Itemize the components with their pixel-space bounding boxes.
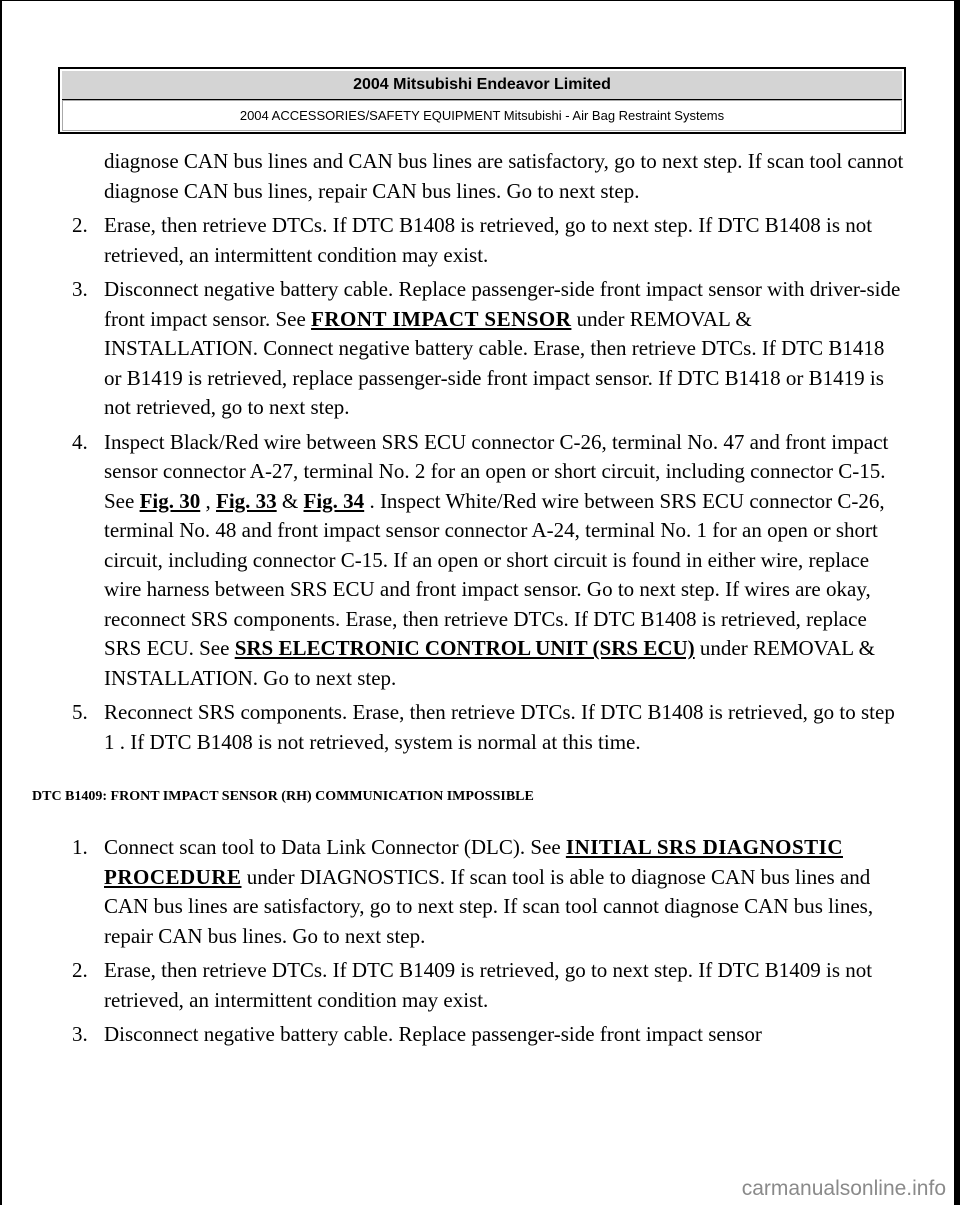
fig-30-link[interactable]: Fig. 30 xyxy=(139,488,201,513)
step-text: Connect scan tool to Data Link Connector (DLC). See xyxy=(104,835,566,859)
header-title: 2004 Mitsubishi Endeavor Limited xyxy=(62,71,902,100)
step-number: 3. xyxy=(72,1022,88,1046)
list-item xyxy=(66,428,906,694)
fig-34-link[interactable]: Fig. 34 xyxy=(303,488,365,513)
document-header xyxy=(58,67,906,134)
step-text: Erase, then retrieve DTCs. If DTC B1409 is retrieved, go to next step. If DTC B1409 is not retrieved, an intermittent condition may exist. xyxy=(104,958,873,1012)
step-text: Reconnect SRS components. Erase, then retrieve DTCs. If DTC B1408 is retrieved, go to step 1 . If DTC B1408 is not retrieved, system is normal at this time. xyxy=(104,700,895,754)
step-text: Disconnect negative battery cable. Replace passenger-side front impact sensor xyxy=(104,1022,762,1046)
procedure-list-b1408 xyxy=(66,211,906,757)
site-watermark: carmanualsonline.info xyxy=(741,1177,946,1200)
initial-srs-diagnostic-link[interactable]: INITIAL SRS DIAGNOSTIC PROCEDURE xyxy=(104,835,843,889)
step-text: . Inspect White/Red wire between SRS ECU connector C-26, terminal No. 48 and front impact sensor connector A-24, terminal No. 1 for an open or short circuit, including connector C-15. If an open or short circuit is found in either wire, replace wire harness between SRS ECU and front impact sensor. Go to next step. If wires are okay, reconnect SRS components. Erase, then retrieve DTCs. If DTC B1408 is retrieved, replace SRS ECU. See xyxy=(104,488,885,660)
page-frame-top xyxy=(0,0,960,1)
step-1-continuation: diagnose CAN bus lines and CAN bus lines are satisfactory, go to next step. If scan tool cannot diagnose CAN bus lines, repair CAN bus lines. Go to next step. xyxy=(104,149,904,203)
step-text: under REMOVAL & INSTALLATION. Go to next step. xyxy=(104,636,875,690)
step-text: under DIAGNOSTICS. If scan tool is able to diagnose CAN bus lines and CAN bus lines are satisfactory, go to next step. If scan tool cannot diagnose CAN bus lines, repair CAN bus lines. Go to next step. xyxy=(104,864,874,948)
step-text: Disconnect negative battery cable. Replace passenger-side front impact sensor with driver-side front impact sensor. See xyxy=(104,277,901,331)
step-text: Inspect Black/Red wire between SRS ECU connector C-26, terminal No. 47 and front impact sensor connector A-27, terminal No. 2 for an open or short circuit, including connector C-15. See xyxy=(104,429,889,513)
front-impact-sensor-link[interactable]: FRONT IMPACT SENSOR xyxy=(311,306,572,331)
srs-ecu-link[interactable]: SRS ELECTRONIC CONTROL UNIT (SRS ECU) xyxy=(234,636,695,660)
step-number: 3. xyxy=(72,277,88,301)
step-number: 2. xyxy=(72,213,88,237)
page-frame-right xyxy=(954,0,960,1205)
separator: , xyxy=(200,488,216,513)
list-item xyxy=(66,275,906,423)
header-subtitle: 2004 ACCESSORIES/SAFETY EQUIPMENT Mitsubishi - Air Bag Restraint Systems xyxy=(62,100,902,131)
step-number: 5. xyxy=(72,700,88,724)
list-item xyxy=(66,956,906,1015)
list-item xyxy=(66,211,906,270)
section-heading-b1409: DTC B1409: FRONT IMPACT SENSOR (RH) COMMUNICATION IMPOSSIBLE xyxy=(32,789,534,804)
step-text: Erase, then retrieve DTCs. If DTC B1408 is retrieved, go to next step. If DTC B1408 is not retrieved, an intermittent condition may exist. xyxy=(104,213,873,267)
separator: & xyxy=(276,488,304,513)
procedure-list-b1409 xyxy=(66,833,906,1050)
fig-33-link[interactable]: Fig. 33 xyxy=(216,488,277,513)
page-frame-left xyxy=(0,0,2,1205)
step-number: 2. xyxy=(72,958,88,982)
step-number: 4. xyxy=(72,429,88,454)
document-body xyxy=(32,147,906,1050)
step-number: 1. xyxy=(72,835,88,859)
step-text: under REMOVAL & INSTALLATION. Connect negative battery cable. Erase, then retrieve DTCs. If DTC B1418 or B1419 is retrieved, replace passenger-side front impact sensor. If DTC B1418 or B1419 is not retrieved, go to next step. xyxy=(104,306,885,419)
list-item xyxy=(66,833,906,951)
list-item xyxy=(66,698,906,757)
list-item xyxy=(66,1020,906,1050)
